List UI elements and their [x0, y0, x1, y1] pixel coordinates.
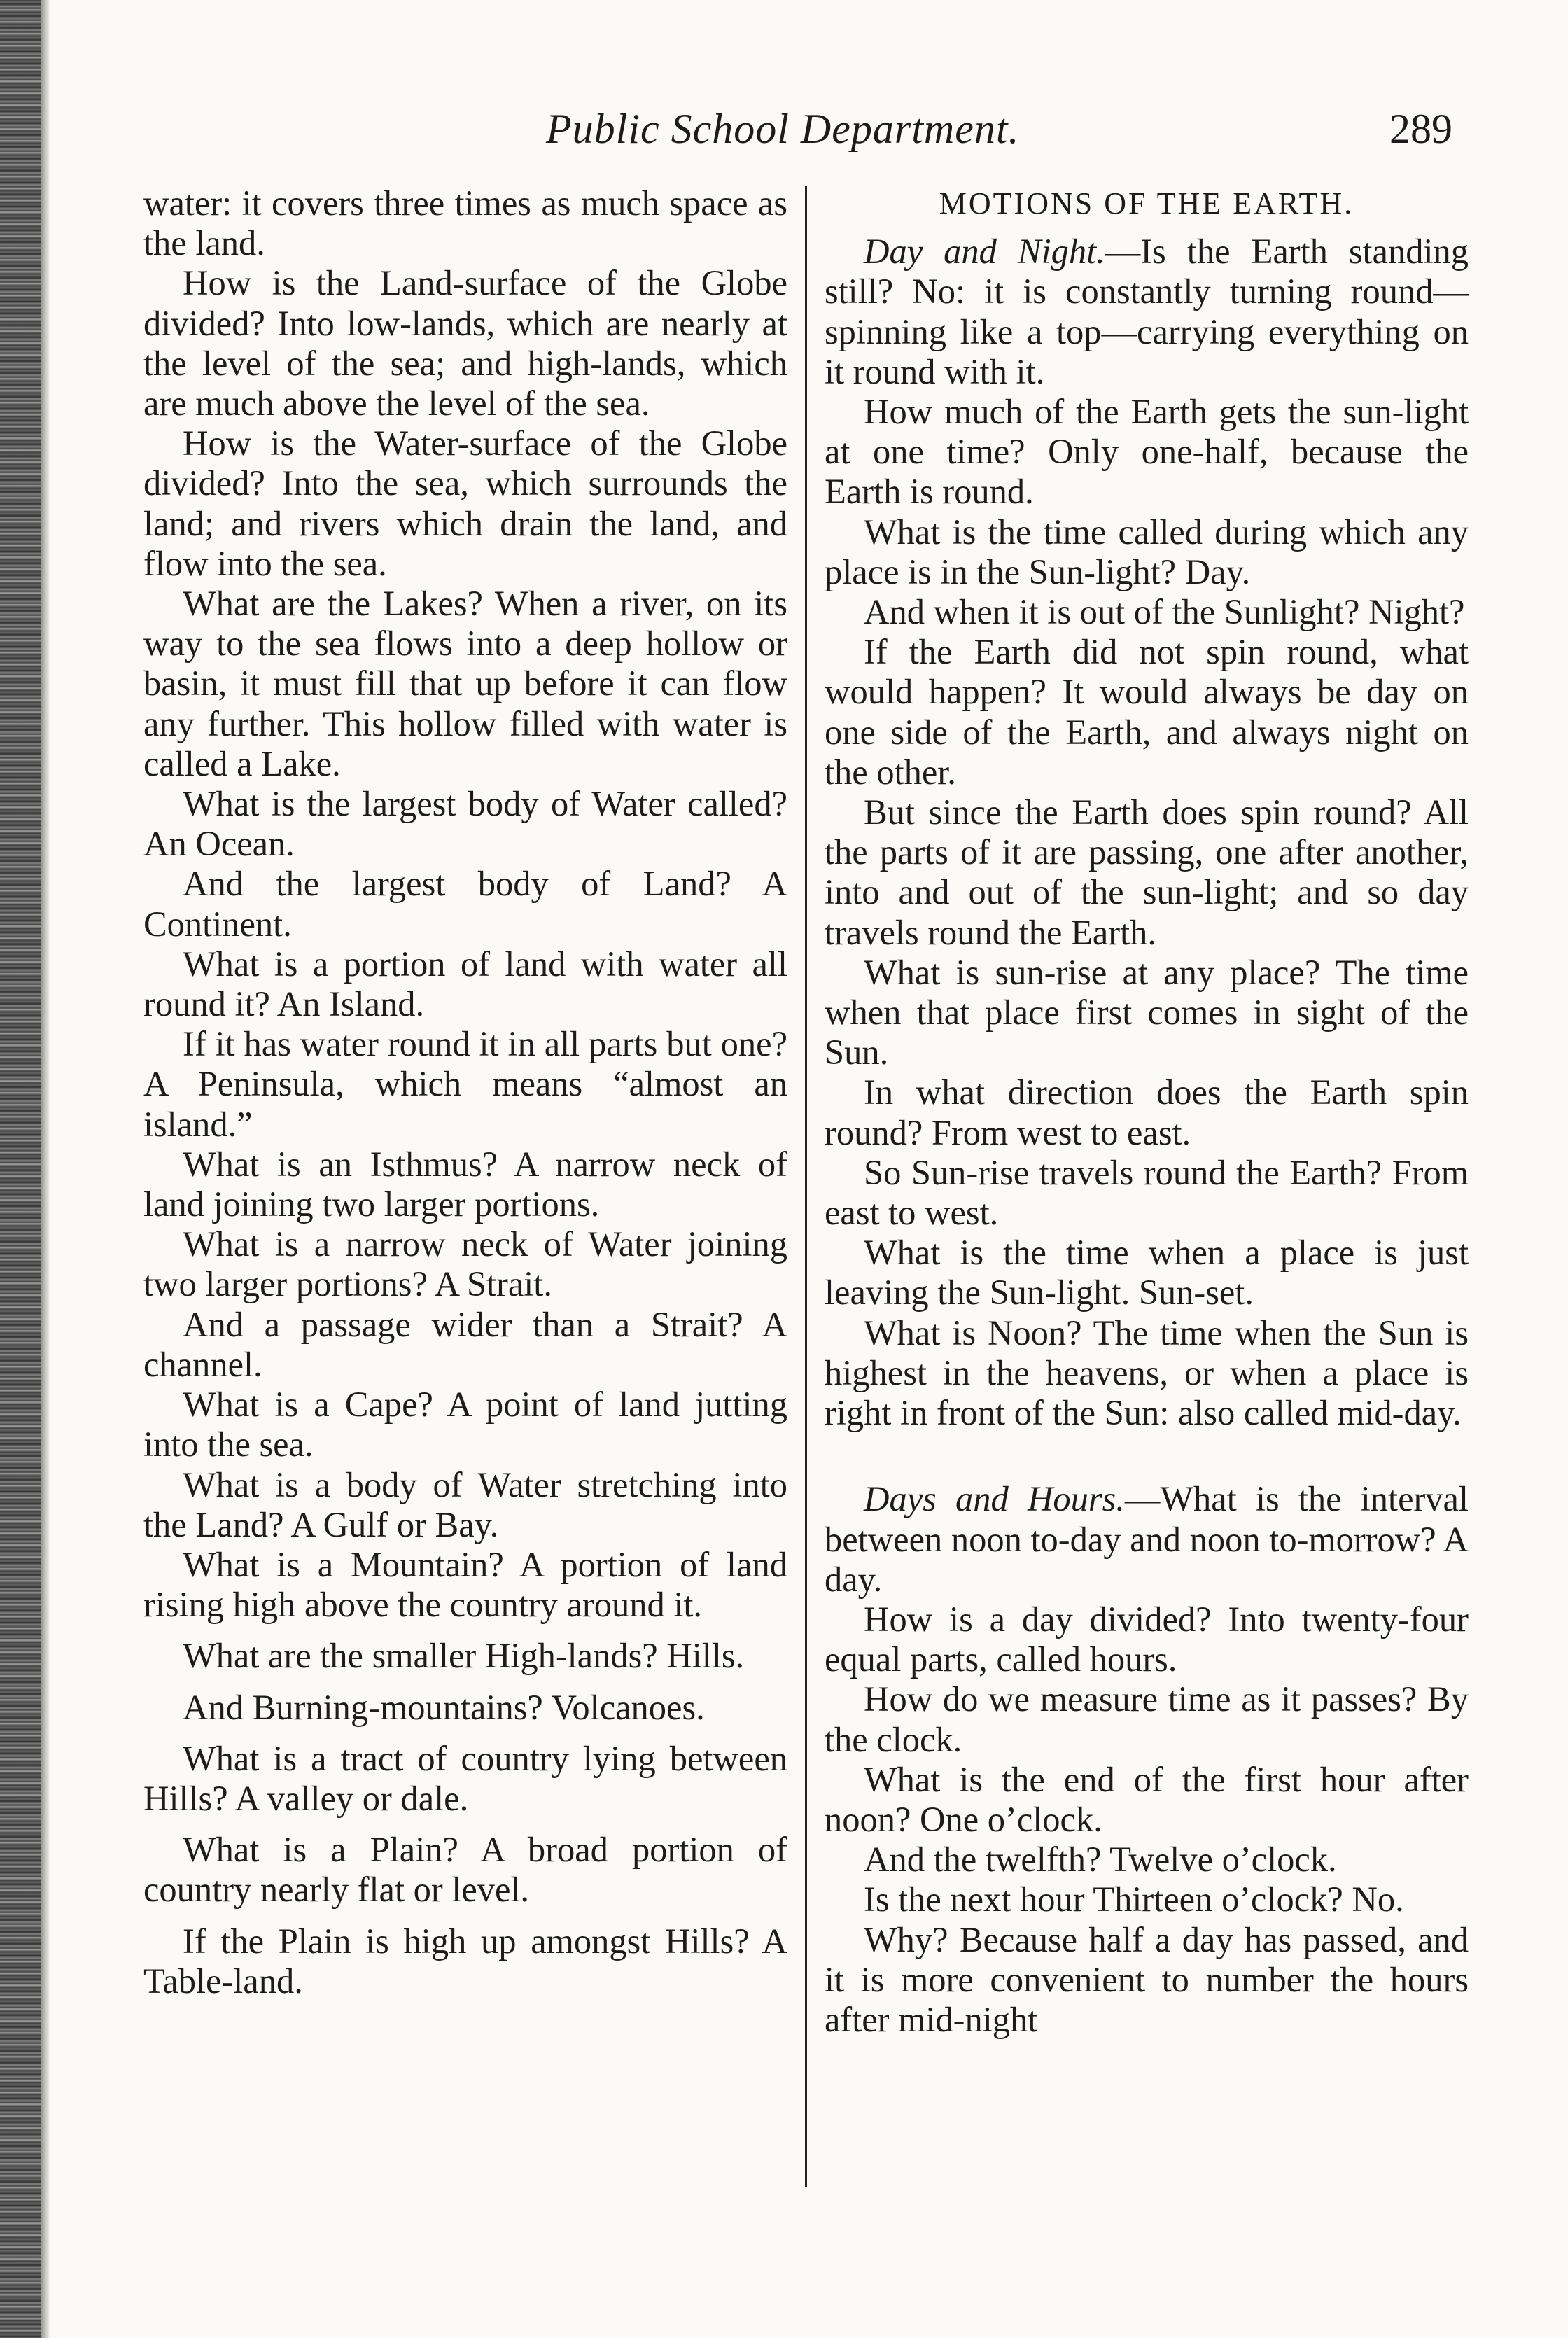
paragraph-text: —Is the Earth standing still? No: it is constantly turning round—spinning like a top—carrying everything on it round with it. — [825, 232, 1469, 391]
paragraph: What is an Isthmus? A narrow neck of land joining two larger portions. — [144, 1144, 788, 1224]
subsection-heading: Day and Night. — [864, 232, 1105, 272]
section-title: MOTIONS OF THE EARTH. — [939, 186, 1354, 220]
paragraph: What is the end of the first hour after noon? One o’clock. — [825, 1759, 1469, 1839]
paragraph: What is a Cape? A point of land jutting into the sea. — [144, 1385, 788, 1464]
paragraph: And the largest body of Land? A Continent. — [144, 864, 788, 944]
paragraph: If it has water round it in all parts but one? A Peninsula, which means “almost an island.” — [144, 1024, 788, 1144]
paragraph: How is the Water-surface of the Globe divided? Into the sea, which surrounds the land; and rivers which drain the land, and flow into the sea. — [144, 424, 788, 583]
paragraph: How is the Land-surface of the Globe divided? Into low-lands, which are nearly at the level of the sea; and high-lands, which are much above the level of the sea. — [144, 263, 788, 424]
paragraph: What is the time called during which any place is in the Sun-light? Day. — [825, 512, 1469, 592]
paragraph: What are the smaller High-lands? Hills. — [183, 1636, 745, 1676]
paragraph: What is a narrow neck of Water joining two larger portions? A Strait. — [144, 1224, 788, 1304]
paragraph: What is a tract of country lying between Hills? A valley or dale. — [144, 1738, 788, 1818]
subsection-heading: Days and Hours. — [864, 1479, 1125, 1519]
paragraph: How do we measure time as it passes? By the clock. — [825, 1679, 1469, 1759]
paragraph: water: it covers three times as much space as the land. — [144, 183, 788, 263]
paragraph: What is a Mountain? A portion of land rising high above the country around it. — [144, 1544, 788, 1625]
paragraph: What is the largest body of Water called? An Ocean. — [144, 784, 788, 864]
paragraph: If the Plain is high up amongst Hills? A Table-land. — [144, 1921, 788, 2001]
paragraph: What is sun-rise at any place? The time when that place first comes in sight of the Sun. — [825, 952, 1469, 1072]
paragraph — [825, 232, 1469, 392]
paragraph: And Burning-mountains? Volcanoes. — [183, 1687, 705, 1727]
paragraph-text: —What is the interval between noon to-day and noon to-morrow? A day. — [825, 1479, 1469, 1599]
running-head: Public School Department. — [546, 106, 1020, 152]
paragraph — [825, 1479, 1469, 1600]
paragraph: And a passage wider than a Strait? A channel. — [144, 1304, 788, 1384]
paragraph: What is a portion of land with water all round it? An Island. — [144, 944, 788, 1024]
paragraph: If the Earth did not spin round, what would happen? It would always be day on one side of the Earth, and always night on the other. — [825, 632, 1469, 792]
paragraph: How much of the Earth gets the sun-light at one time? Only one-half, because the Earth is round. — [825, 392, 1469, 512]
right-column — [825, 183, 1469, 2040]
column-divider — [805, 186, 807, 2188]
book-spine-edge — [0, 0, 41, 2338]
page-number: 289 — [1390, 106, 1452, 152]
paragraph: In what direction does the Earth spin round? From west to east. — [825, 1072, 1469, 1152]
paragraph: What are the Lakes? When a river, on its way to the sea flows into a deep hollow or basin, it must fill that up before it can flow any further. This hollow filled with water is called a Lake. — [144, 584, 788, 783]
paragraph: How is a day divided? Into twenty-four equal parts, called hours. — [825, 1599, 1469, 1679]
paragraph: What is a Plain? A broad portion of country nearly flat or level. — [144, 1830, 788, 1910]
paragraph: What is a body of Water stretching into the Land? A Gulf or Bay. — [144, 1464, 788, 1544]
paragraph: And when it is out of the Sunlight? Night? — [864, 592, 1465, 632]
left-column — [144, 183, 788, 2001]
paragraph: But since the Earth does spin round? All the parts of it are passing, one after another, into and out of the sun-light; and so day travels round the Earth. — [825, 792, 1469, 952]
paragraph: And the twelfth? Twelve o’clock. — [864, 1840, 1337, 1879]
paragraph: What is Noon? The time when the Sun is highest in the heavens, or when a place is right in front of the Sun: also called mid-day. — [825, 1312, 1469, 1433]
paragraph: Is the next hour Thirteen o’clock? No. — [864, 1879, 1404, 1919]
spine-shadow — [41, 0, 50, 2338]
paragraph: Why? Because half a day has passed, and it is more convenient to number the hours after mid-night — [825, 1919, 1469, 2039]
paragraph: What is the time when a place is just leaving the Sun-light. Sun-set. — [825, 1233, 1469, 1312]
paragraph: So Sun-rise travels round the Earth? From east to west. — [825, 1152, 1469, 1233]
